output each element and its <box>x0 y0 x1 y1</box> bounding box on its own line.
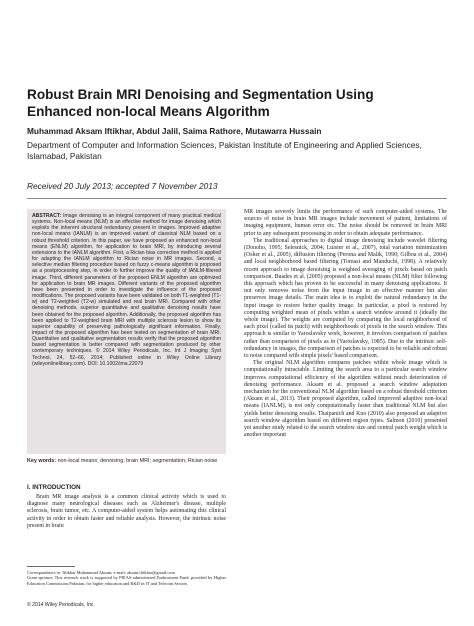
received-dates: Received 20 July 2013; accepted 7 November 2013 <box>27 181 218 191</box>
header-divider <box>27 198 447 199</box>
abstract-box <box>27 209 226 454</box>
right-column <box>244 209 447 440</box>
author-list: Muhammad Aksam Iftikhar, Abdul Jalil, Saima Rathore, Mutawarra Hussain <box>27 126 322 136</box>
affiliation: Department of Computer and Information Sciences, Pakistan Institute of Engineering and Applied Sciences, Islamabad, Pakistan <box>27 140 422 161</box>
body-paragraph-1: MR images severely limits the performance of such computer-aided systems. The sources of noise in brain MR images include movement of patient, limitations of imaging equipment, human error etc. The noise should be removed in brain MRI prior to any subsequent processing in order to obtain adequate performance. <box>244 209 447 237</box>
keywords <box>27 458 226 465</box>
introduction-paragraph: Brain MR image analysis is a common clinical activity which is used to diagnose many neurological diseases such as Alzheimer's disease, multiple sclerosis, brain tumor, etc. A computer-aided system helps automating this clinical activity in order to obtain faster and reliable analysis. However, the intrinsic noise present in brain <box>27 494 226 529</box>
body-paragraph-2: The traditional approaches to digital image denoising include wavelet filtering (Donoho, 1995; Selesnick, 2004; Luisier et al., 2007), total variation minimization (Osher et al., 2005), diffusion filtering (Perona and Malik, 1990; Gilboa et al., 2004) and local neighborhood based filtering (Tomasi and Manduchi, 1998). A relatively recent approach to image denoising is weighted averaging of pixels based on patch comparison. Buades et al. (2005) proposed a non-local means (NLM) filter following this approach which has proven to be successful in many denoising applications. It not only removes noise from the input image in an effective manner but also preserves image details. The main idea is to exploit the natural redundancy in the input image to restore better quality image. In particular, a pixel is restored by computing weighted mean of pixels within a search window around it (ideally the whole image). The weights are computed by comparing the local neighborhood of each pixel (called its patch) with neighborhoods of pixels in the search window. This approach is similar to Yaroslavsky work, however, it involves comparison of patches rather than comparison of pixels as in (Yaroslavsky, 1985). Due to the intrinsic self-redundancy in images, the comparison of patches is expected to be reliable and robust to noise compared with simple pixels' based comparison. <box>244 237 447 360</box>
keywords-text: non-local means; denoising; brain MRI; segmentation; Rician noise <box>57 458 218 464</box>
abstract <box>32 213 221 367</box>
abstract-citation: © 2014 Wiley Periodicals, Inc. Int J Imaging Syst Technol, 24, 52–66, 2014; Published online in Wiley Online Library (wileyonlinelibrary.com). DOI: 10.1002/ima.22079 <box>32 348 221 367</box>
copyright-notice: © 2014 Wiley Periodicals, Inc. <box>27 602 95 608</box>
abstract-label: ABSTRACT: <box>32 213 62 219</box>
footnote-grant: Grant sponsor: This research work is supported by PIEAS-administered Endowment Fund, provided by Higher Education Commission Pakistan, for higher education and R&D in IT and Telecom Sectors <box>27 575 226 586</box>
footnote <box>27 570 226 586</box>
article-title: Robust Brain MRI Denoising and Segmentation Using Enhanced non-local Means Algorithm <box>27 87 374 119</box>
section-heading-introduction: I. INTRODUCTION <box>27 484 81 491</box>
footnote-correspondence: Correspondence to: Iftikhar Muhammad Aksam; e-mail: aksam.iftikhar@gmail.com <box>27 570 175 575</box>
footnote-divider <box>27 566 75 567</box>
keywords-label: Key words: <box>27 458 57 464</box>
abstract-text: Image denoising is an integral component of many practical medical systems. Non-local means (NLM) is an effective method for image denoising which exploits the inherent structural redundancy present in images. Improved adaptive non-local means (IANLM) is an improved variant of classical NLM based on a robust threshold criterion. In this paper, we have proposed an enhanced non-local means (ENLM) algorithm, for application to brain MRI, by introducing several extensions to the IANLM algorithm. First, a Rician bias correction method is applied for adapting the IANLM algorithm to Rician noise in MR images. Second, a selective median filtering procedure based on fuzzy c-means algorithm is proposed as a postprocessing step, in order to further improve the quality of IANLM-filtered image. Third, different parameters of the proposed ENLM algorithm are optimized for application to brain MR images. Different variants of the proposed algorithm have been presented in order to investigate the influence of the proposed modifications. The proposed variants have been validated on both T1-weighted (T1-w) and T2-weighted (T2-w) simulated and real brain MRI. Compared with other denoising methods, superior quantitative and qualitative denoising results have been obtained for the proposed algorithm. Additionally, the proposed algorithm has been applied to T2-weighted brain MRI with multiple sclerosis lesion to show its superior capability of preserving pathologically significant information. Finally, impact of the proposed algorithm has been tested on segmentation of brain MRI. Quantitative and qualitative segmentation results verify that the proposed algorithm based segmentation is better compared with segmentation produced by other contemporary techniques. <box>32 213 221 355</box>
body-paragraph-3: The original NLM algorithm compares patches within whole image which is computationally intractable. Limiting the search area to a particular search window improves computational efficiency of the algorithm without much deterioration of denoising performance. Aksam et al. proposed a search window adaptation mechanism for the conventional NLM algorithm based on a robust threshold criterion (Aksam et al., 2013). Their proposed algorithm, called improved adaptive non-local means (IANLM), is not only computationally faster than traditional NLM but also yields better denoising results. Thaipanich and Kuo (2010) also proposed an adaptive search window algorithm based on different region types. Salmon (2010) presented yet another study related to the search window size and central patch weight which is another important <box>244 360 447 439</box>
